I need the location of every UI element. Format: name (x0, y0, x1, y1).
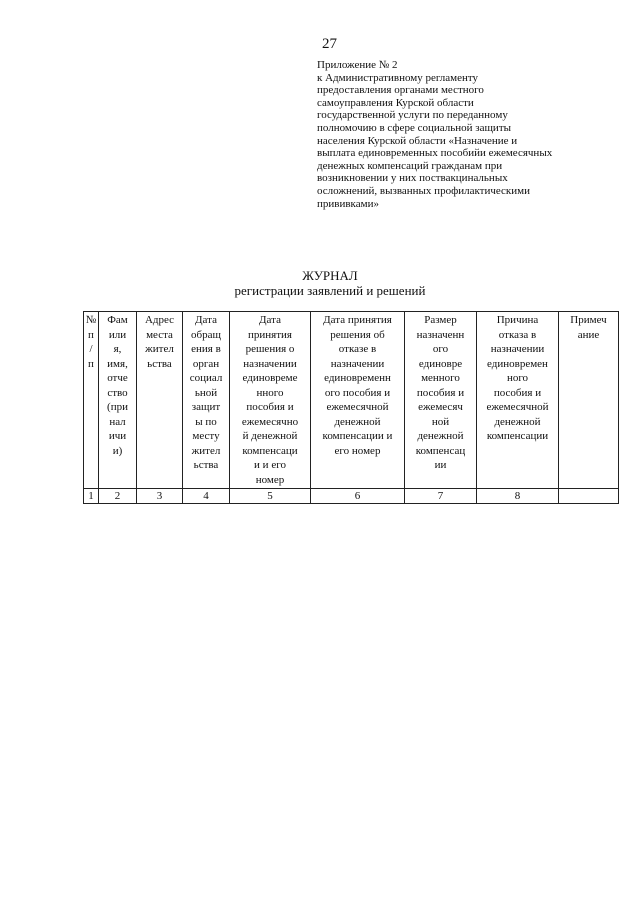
appendix-note (317, 59, 607, 210)
appendix-line: выплата единовременных пособийи ежемесячных (317, 147, 553, 160)
table-row (84, 489, 619, 504)
appendix-line: прививками» (317, 197, 379, 210)
column-number-cell: 1 (84, 489, 99, 504)
column-number-cell: 6 (311, 489, 405, 504)
column-number-cell (559, 489, 619, 504)
appendix-line: Приложение № 2 (317, 59, 398, 71)
column-number-cell: 2 (99, 489, 137, 504)
column-header-refusal-reason: Причина отказа в назначении единовремен ного пособия и ежемесячной денежной компенсации (477, 312, 559, 489)
appendix-line: самоуправления Курской области (317, 96, 474, 109)
registration-table (83, 311, 619, 504)
column-number-cell: 8 (477, 489, 559, 504)
column-header-application-date: Дата обращ ения в орган социал ьной защит ы по месту жител ьства (183, 312, 230, 489)
column-number-cell: 4 (183, 489, 230, 504)
column-header-address: Адрес места жител ьства (137, 312, 183, 489)
appendix-line: предоставления органами местного (317, 84, 484, 97)
column-number-cell: 3 (137, 489, 183, 504)
appendix-line: возникновении у них поствакцинальных (317, 172, 508, 185)
table-header-row (84, 312, 619, 489)
column-number-cell: 7 (405, 489, 477, 504)
column-header-full-name: Фам или я, имя, отче ство (при нал ичи и) (99, 312, 137, 489)
column-header-note: Примеч ание (559, 312, 619, 489)
column-header-approval-date: Дата принятия решения о назначении единовреме нного пособия и ежемесячно й денежной компенсаци и и его номер (230, 312, 311, 489)
appendix-line: государственной услуги по переданному (317, 109, 508, 122)
appendix-line: к Административному регламенту (317, 71, 479, 84)
column-header-number: № п / п (84, 312, 99, 489)
journal-subtitle: регистрации заявлений и решений (234, 283, 426, 298)
journal-title: ЖУРНАЛ (302, 268, 358, 283)
column-number-cell: 5 (230, 489, 311, 504)
appendix-line: денежных компенсаций гражданам при (317, 159, 503, 172)
appendix-line: осложнений, вызванных профилактическими (317, 184, 530, 197)
appendix-line: населения Курской области «Назначение и (317, 134, 518, 147)
appendix-line: полномочию в сфере социальной защиты (317, 121, 512, 134)
column-header-amount: Размер назначенн ого единовре менного пособия и ежемесяч ной денежной компенсац ии (405, 312, 477, 489)
page-number: 27 (322, 36, 337, 52)
column-header-refusal-date: Дата принятия решения об отказе в назначении единовременн ого пособия и ежемесячной денежной компенсации и его номер (311, 312, 405, 489)
journal-heading (0, 268, 640, 298)
